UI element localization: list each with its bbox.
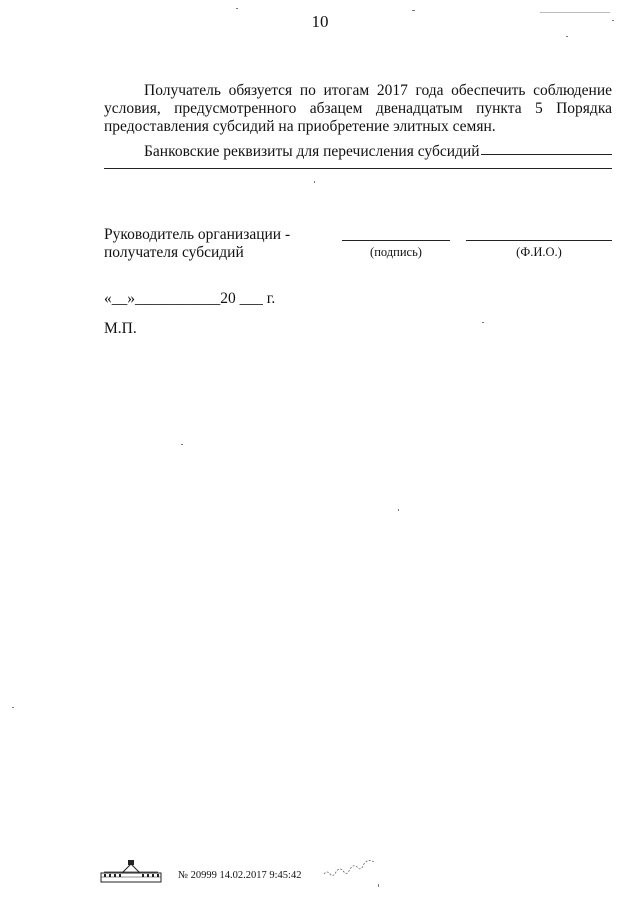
bank-details-continuation-line bbox=[104, 168, 612, 169]
paragraph-line: предоставления субсидий на приобретение элитных семян. bbox=[104, 118, 496, 135]
name-caption: (Ф.И.О.) bbox=[516, 245, 562, 259]
scan-speck bbox=[378, 884, 379, 887]
page-number: 10 bbox=[311, 12, 329, 31]
signatory-title-line: получателя субсидий bbox=[104, 244, 244, 261]
scribble-mark-icon bbox=[322, 858, 382, 880]
bank-details-fill-line bbox=[481, 154, 612, 155]
signature-caption: (подпись) bbox=[370, 245, 422, 259]
scan-speck bbox=[540, 12, 610, 13]
scan-speck bbox=[181, 444, 183, 445]
scan-speck bbox=[236, 8, 238, 9]
signatory-title bbox=[104, 226, 290, 262]
paragraph-line: Получатель обязуется по итогам 2017 года обеспечить соблюдение bbox=[144, 82, 612, 99]
paragraph-line: условия, предусмотренного абзацем двенадцатым пункта 5 Порядка bbox=[104, 100, 612, 117]
bank-details-label: Банковские реквизиты для перечисления субсидий bbox=[144, 143, 480, 160]
scan-speck bbox=[412, 10, 415, 11]
scan-speck bbox=[314, 181, 315, 183]
stamp-place-label: М.П. bbox=[104, 320, 137, 337]
name-line bbox=[466, 240, 612, 241]
scan-speck bbox=[566, 36, 568, 37]
date-line: «__»___________20 ___ г. bbox=[104, 290, 276, 307]
scan-speck bbox=[398, 509, 399, 511]
registry-logo-icon bbox=[100, 858, 162, 884]
signatory-title-line: Руководитель организации - bbox=[104, 226, 291, 243]
obligation-paragraph bbox=[104, 82, 612, 136]
scan-speck bbox=[482, 322, 484, 323]
scan-speck bbox=[12, 707, 14, 708]
scan-speck bbox=[612, 20, 614, 21]
signature-line bbox=[342, 240, 450, 241]
registration-stamp-text: № 20999 14.02.2017 9:45:42 bbox=[178, 870, 302, 881]
